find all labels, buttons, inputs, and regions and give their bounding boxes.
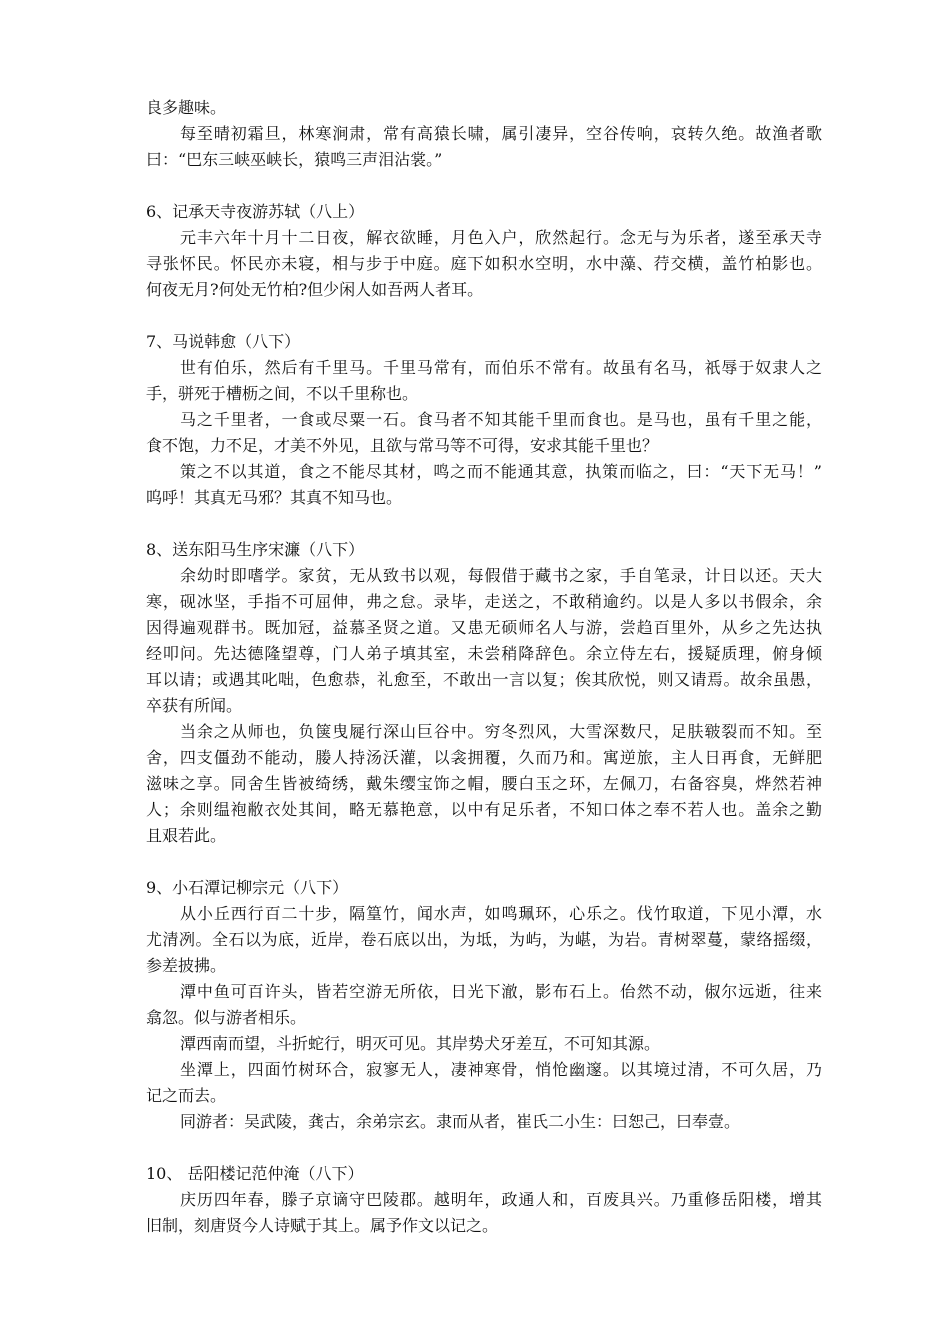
text-line: 寒，砚冰坚，手指不可屈伸，弗之怠。录毕，走送之，不敢稍逾约。以是人多以书假余，余 <box>146 592 822 611</box>
text-section <box>146 875 822 1135</box>
text-line: 参差披拂。 <box>146 956 227 975</box>
text-section <box>146 1161 822 1239</box>
text-line: 尤清冽。全石以为底，近岸，卷石底以出，为坻，为屿，为嵁，为岩。青树翠蔓，蒙络摇缀， <box>146 930 822 949</box>
text-line: 元丰六年十月十二日夜，解衣欲睡，月色入户，欣然起行。念无与为乐者，遂至承天寺 <box>180 228 822 247</box>
text-line: 每至晴初霜旦，林寒涧肃，常有高猿长啸，属引凄异，空谷传响，哀转久绝。故渔者歌 <box>180 124 822 143</box>
text-line: 庆历四年春，滕子京谪守巴陵郡。越明年，政通人和，百废具兴。乃重修岳阳楼，增其 <box>180 1190 822 1209</box>
paragraph <box>146 1187 822 1239</box>
paragraph <box>146 1109 822 1135</box>
paragraph <box>146 1057 822 1109</box>
text-line: 寻张怀民。怀民亦未寝，相与步于中庭。庭下如积水空明，水中藻、荇交横，盖竹柏影也。 <box>146 254 822 273</box>
paragraph <box>146 225 822 303</box>
text-line: 记之而去。 <box>146 1086 227 1105</box>
section-heading: 7、马说韩愈（八下） <box>146 332 301 351</box>
text-section <box>146 95 822 173</box>
text-line: 人；余则缊袍敝衣处其间，略无慕艳意，以中有足乐者，不知口体之奉不若人也。盖余之勤 <box>146 800 822 819</box>
paragraph <box>146 407 822 459</box>
text-line: 何夜无月?何处无竹柏?但少闲人如吾两人者耳。 <box>146 280 484 299</box>
paragraph <box>146 95 822 121</box>
text-section <box>146 199 822 303</box>
paragraph <box>146 459 822 511</box>
paragraph <box>146 719 822 849</box>
section-heading: 9、小石潭记柳宗元（八下） <box>146 878 349 897</box>
text-line: 呜呼！其真无马邪？其真不知马也。 <box>146 488 403 507</box>
section-heading: 10、 岳阳楼记范仲淹（八下） <box>146 1164 364 1183</box>
text-line: 潭中鱼可百许头，皆若空游无所依，日光下澈，影布石上。佁然不动，俶尔远逝，往来 <box>180 982 822 1001</box>
text-line: 从小丘西行百二十步，隔篁竹，闻水声，如鸣珮环，心乐之。伐竹取道，下见小潭，水 <box>180 904 822 923</box>
text-line: 舍，四支僵劲不能动，媵人持汤沃灌，以衾拥覆，久而乃和。寓逆旅，主人日再食，无鲜肥 <box>146 748 822 767</box>
text-line: 耳以请；或遇其叱咄，色愈恭，礼愈至，不敢出一言以复；俟其欣悦，则又请焉。故余虽愚， <box>146 670 822 689</box>
section-spacer <box>146 511 822 537</box>
text-line: 曰：“巴东三峡巫峡长，猿鸣三声泪沾裳。” <box>146 150 443 169</box>
text-line: 手，骈死于槽枥之间，不以千里称也。 <box>146 384 419 403</box>
text-line: 良多趣味。 <box>146 98 227 117</box>
text-line: 旧制，刻唐贤今人诗赋于其上。属予作文以记之。 <box>146 1216 499 1235</box>
paragraph <box>146 355 822 407</box>
text-line: 策之不以其道，食之不能尽其材，鸣之而不能通其意，执策而临之，曰：“天下无马！” <box>180 462 822 481</box>
text-line: 余幼时即嗜学。家贫，无从致书以观，每假借于藏书之家，手自笔录，计日以还。天大 <box>180 566 822 585</box>
section-spacer <box>146 303 822 329</box>
paragraph <box>146 563 822 719</box>
section-heading: 6、记承天寺夜游苏轼（八上） <box>146 202 365 221</box>
section-spacer <box>146 849 822 875</box>
text-section <box>146 329 822 511</box>
text-line: 因得遍观群书。既加冠，益慕圣贤之道。又患无硕师名人与游，尝趋百里外，从乡之先达执 <box>146 618 822 637</box>
text-section <box>146 537 822 849</box>
text-line: 坐潭上，四面竹树环合，寂寥无人，凄神寒骨，悄怆幽邃。以其境过清，不可久居，乃 <box>180 1060 822 1079</box>
paragraph <box>146 121 822 173</box>
section-spacer <box>146 173 822 199</box>
section-spacer <box>146 1135 822 1161</box>
text-line: 同游者：吴武陵，龚古，余弟宗玄。隶而从者，崔氏二小生：曰恕己，曰奉壹。 <box>180 1112 741 1131</box>
text-line: 卒获有所闻。 <box>146 696 243 715</box>
text-line: 食不饱，力不足，才美不外见，且欲与常马等不可得，安求其能千里也？ <box>146 436 659 455</box>
text-line: 当余之从师也，负箧曳屣行深山巨谷中。穷冬烈风，大雪深数尺，足肤皲裂而不知。至 <box>180 722 822 741</box>
document-page <box>146 95 822 1239</box>
paragraph <box>146 901 822 979</box>
paragraph <box>146 1031 822 1057</box>
text-line: 潭西南而望，斗折蛇行，明灭可见。其岸势犬牙差互，不可知其源。 <box>180 1034 661 1053</box>
text-line: 世有伯乐，然后有千里马。千里马常有，而伯乐不常有。故虽有名马，祇辱于奴隶人之 <box>180 358 822 377</box>
text-line: 且艰若此。 <box>146 826 227 845</box>
text-line: 马之千里者，一食或尽粟一石。食马者不知其能千里而食也。是马也，虽有千里之能， <box>180 410 822 429</box>
paragraph <box>146 979 822 1031</box>
text-line: 滋味之享。同舍生皆被绮绣，戴朱缨宝饰之帽，腰白玉之环，左佩刀，右备容臭，烨然若神 <box>146 774 822 793</box>
text-line: 经叩问。先达德隆望尊，门人弟子填其室，未尝稍降辞色。余立侍左右，援疑质理，俯身倾 <box>146 644 822 663</box>
section-heading: 8、送东阳马生序宋濂（八下） <box>146 540 365 559</box>
text-line: 翕忽。似与游者相乐。 <box>146 1008 307 1027</box>
